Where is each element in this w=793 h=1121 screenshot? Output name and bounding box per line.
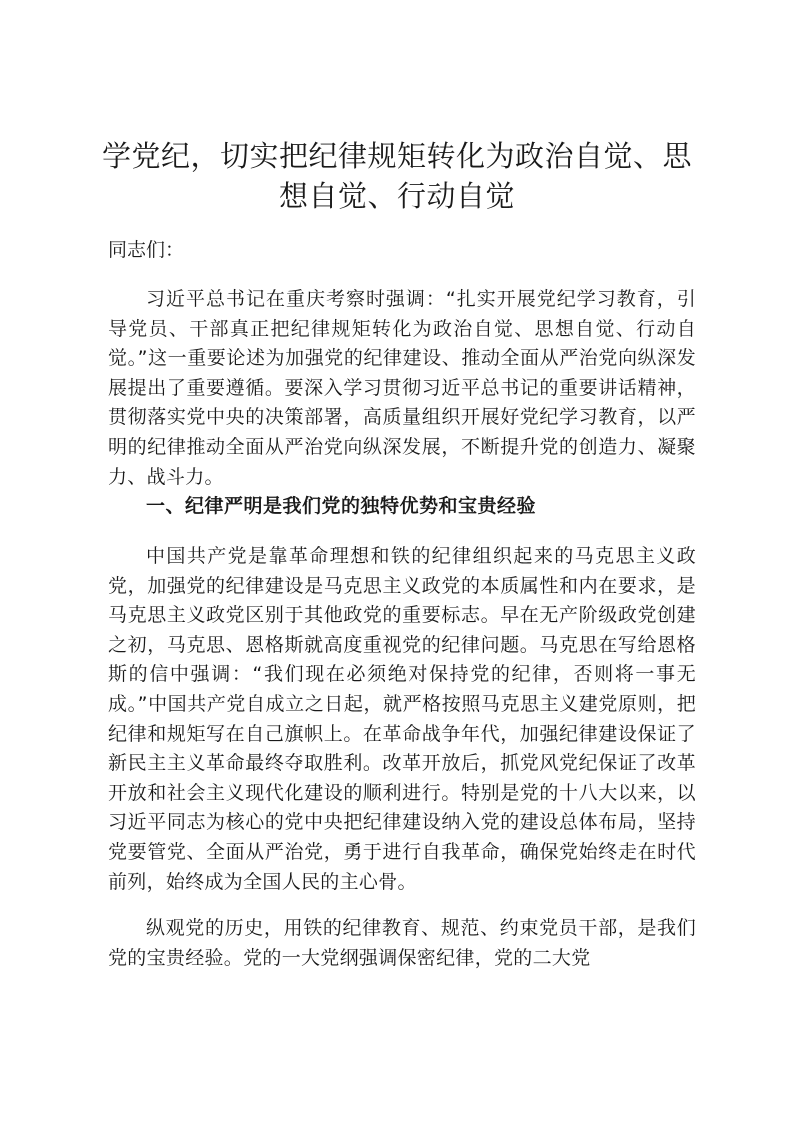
document-title: 学党纪，切实把纪律规矩转化为政治自觉、思想自觉、行动自觉 xyxy=(101,139,692,213)
salutation: 同志们： xyxy=(108,239,185,261)
section-heading: 一、纪律严明是我们党的独特优势和宝贵经验 xyxy=(146,495,537,517)
paragraph: 习近平总书记在重庆考察时强调：“扎实开展党纪学习教育，引导党员、干部真正把纪律规矩转化为政治自觉、思想自觉、行动自觉。”这一重要论述为加强党的纪律建设、推动全面从严治党向纵深发展提出了重要遵循。要深入学习贯彻习近平总书记的重要讲话精神，贯彻落实党中央的决策部署，高质量组织开展好党纪学习教育，以严明的纪律推动全面从严治党向纵深发展，不断提升党的创造力、凝聚力、战斗力。 xyxy=(108,288,696,488)
paragraph: 纵观党的历史，用铁的纪律教育、规范、约束党员干部，是我们党的宝贵经验。党的一大党纲强调保密纪律，党的二大党 xyxy=(108,917,696,969)
paragraph: 中国共产党是靠革命理想和铁的纪律组织起来的马克思主义政党，加强党的纪律建设是马克思主义政党的本质属性和内在要求，是马克思主义政党区别于其他政党的重要标志。早在无产阶级政党创建之初，马克思、恩格斯就高度重视党的纪律问题。马克思在写给恩格斯的信中强调：“我们现在必须绝对保持党的纪律，否则将一事无成。”中国共产党自成立之日起，就严格按照马克思主义建党原则，把纪律和规矩写在自己旗帜上。在革命战争年代，加强纪律建设保证了新民主主义革命最终夺取胜利。改革开放后，抓党风党纪保证了改革开放和社会主义现代化建设的顺利进行。特别是党的十八大以来，以习近平同志为核心的党中央把纪律建设纳入党的建设总体布局，坚持党要管党、全面从严治党，勇于进行自我革命，确保党始终走在时代前列，始终成为全国人民的主心骨。 xyxy=(108,545,696,893)
